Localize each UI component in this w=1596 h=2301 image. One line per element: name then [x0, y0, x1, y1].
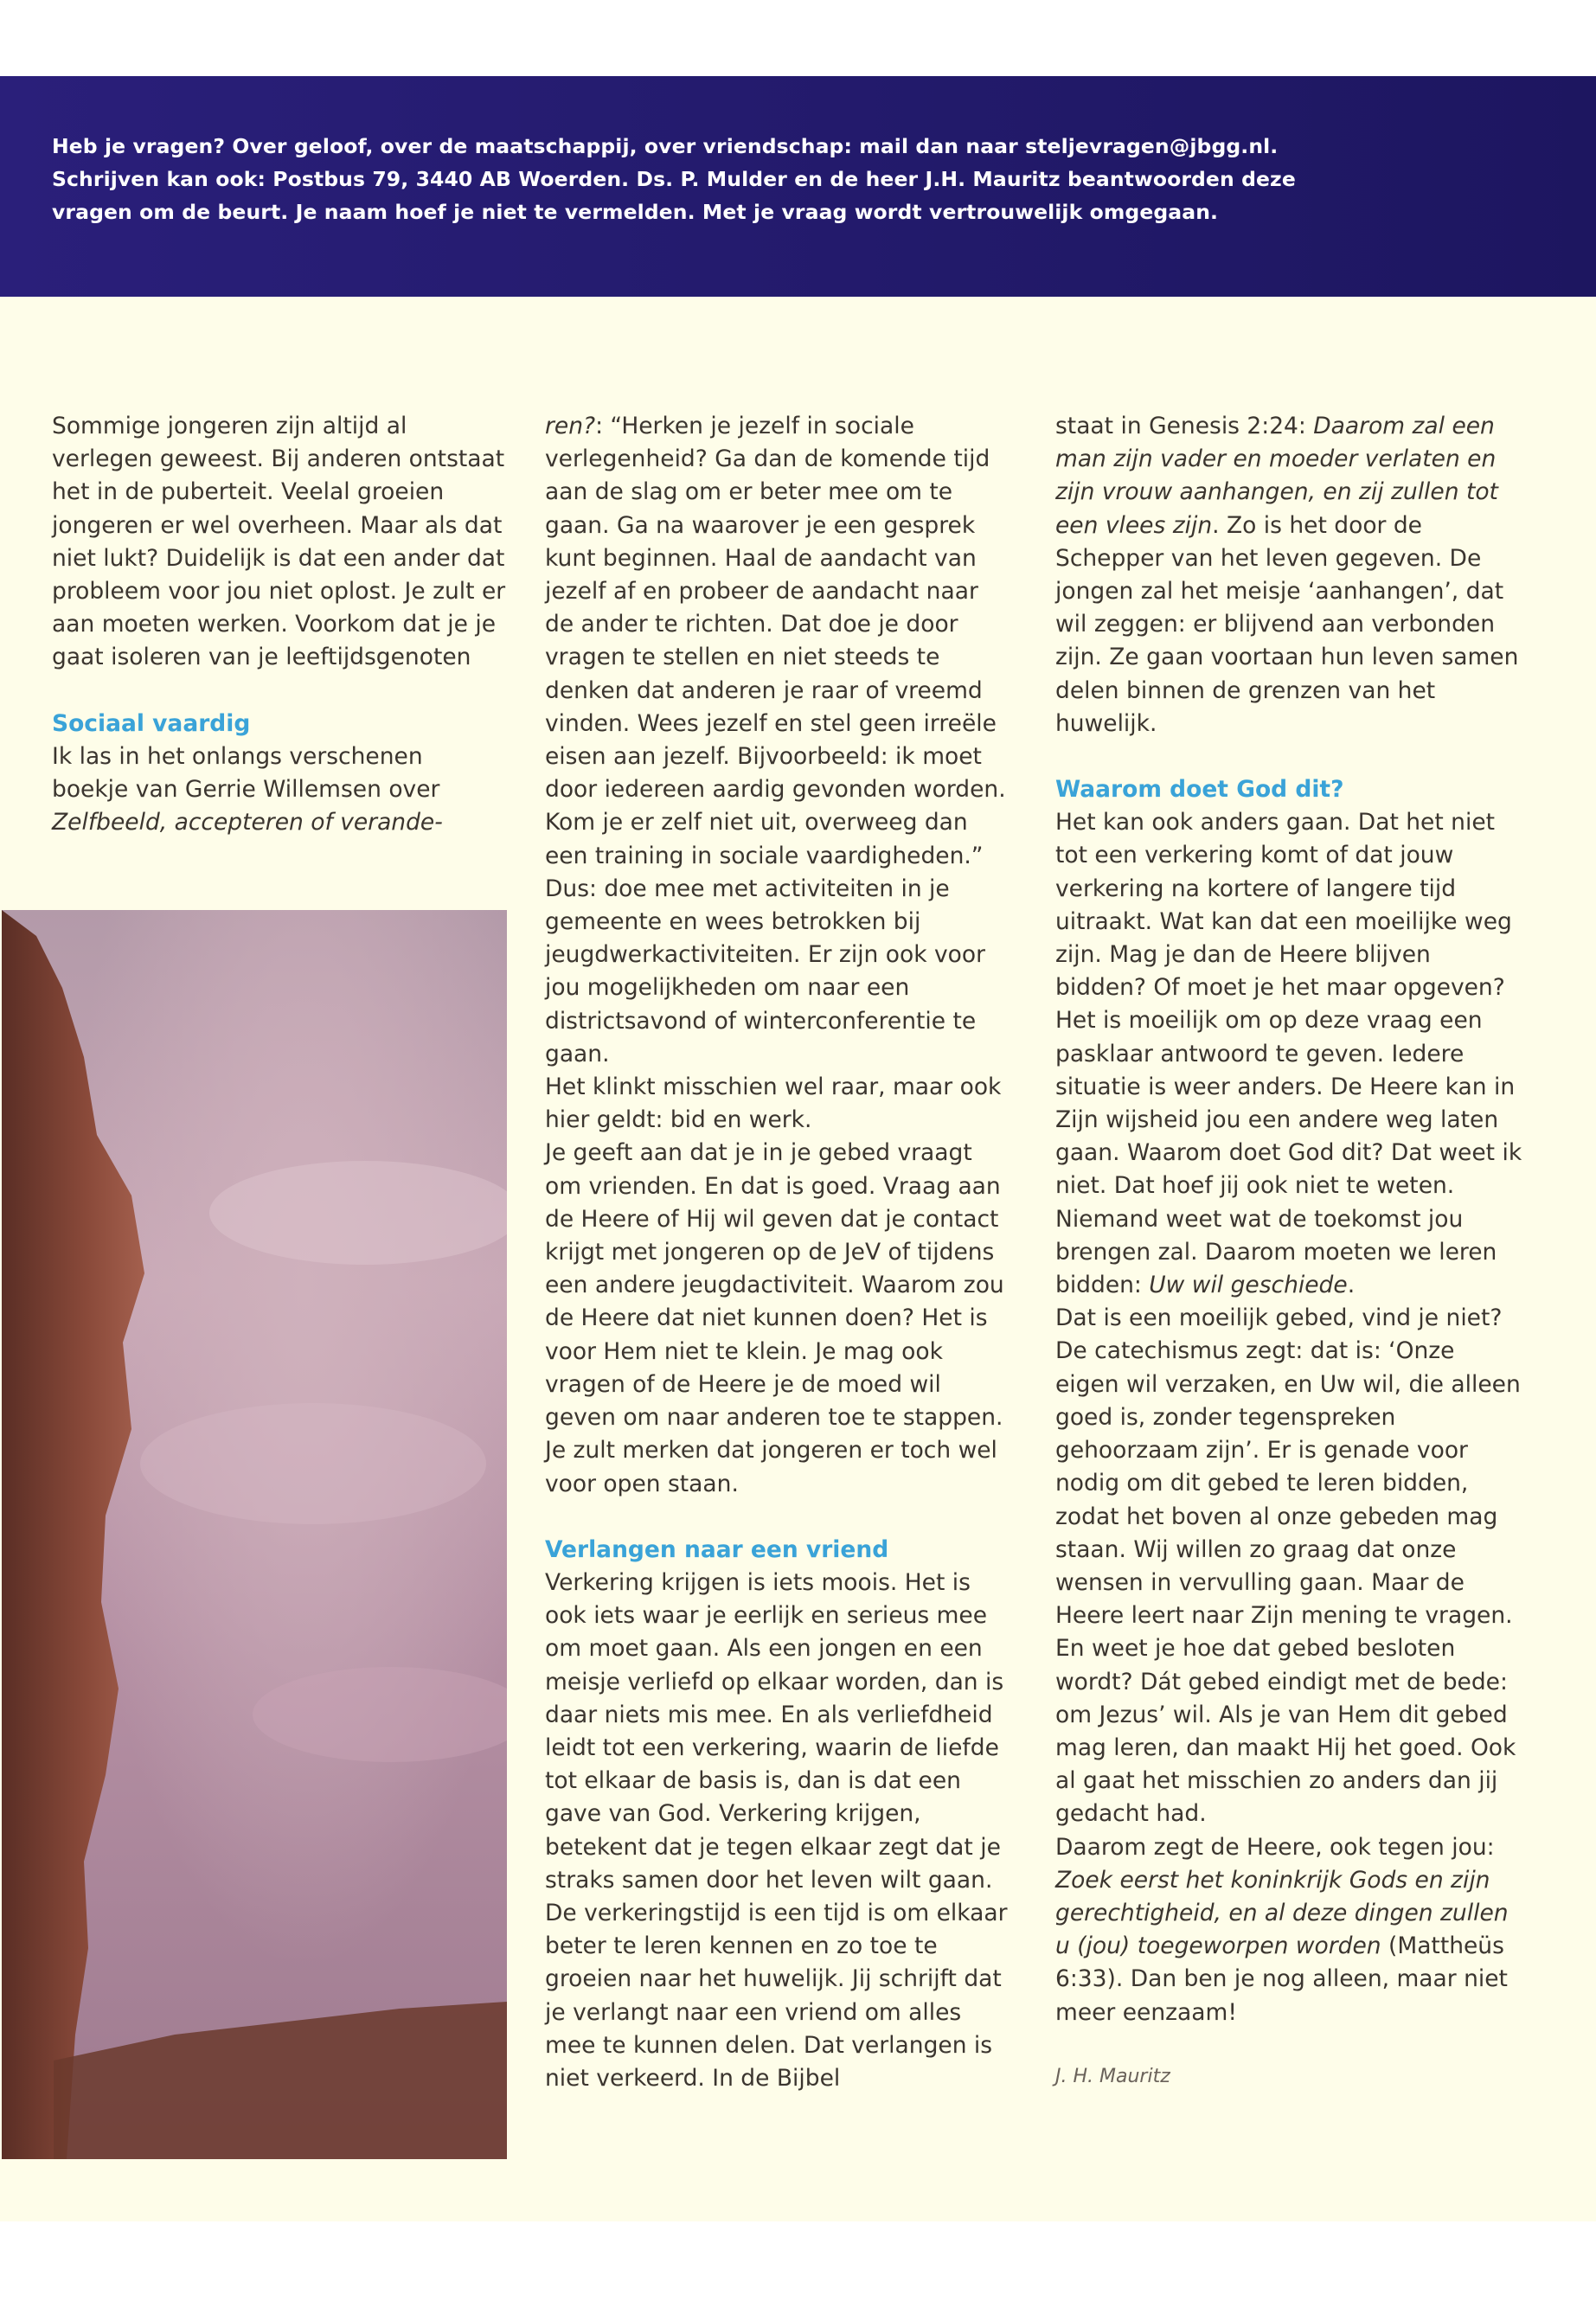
- heading-waarom: Waarom doet God dit?: [1055, 776, 1344, 804]
- column-3: [1055, 410, 1522, 2093]
- heading-sociaal-vaardig: Sociaal vaardig: [52, 709, 251, 737]
- col2-paragraph-4: Je geeft aan dat je in je gebed vraagt om vrienden. En dat is goed. Vraag aan de Heere of Hij wil geven dat je contact krijgt met jongeren op de JeV of tijdens een andere jeugdactiviteit. Waarom zou de Heere dat niet kunnen doen? Het is voor Hem niet te klein. Je mag ook vragen of de Heere je de moed wil geven om naar anderen toe te stappen. Je zult merken dat jongeren er toch wel voor open staan.: [545, 1139, 1004, 1497]
- column-2: [545, 410, 1008, 2095]
- photo-illustration: [2, 910, 507, 2159]
- col1-paragraph-2: [52, 740, 506, 840]
- col3-p1-intro: staat in Genesis 2:24:: [1055, 413, 1314, 439]
- col2-paragraph-2: Dus: doe mee met activiteiten in je gemeente en wees betrokken bij jeugdwerkactiviteiten. Er zijn ook voor jou mogelijkheden om naar een districtsavond of winterconferentie te gaan.: [545, 875, 985, 1067]
- author-signature: J. H. Mauritz: [1055, 2065, 1170, 2087]
- prayer-quote: Uw wil geschiede: [1149, 1272, 1348, 1299]
- col3-paragraph-2: [1055, 806, 1522, 1302]
- col3-p4-rest: (Mattheüs 6:33). Dan ben je nog alleen, maar niet meer eenzaam!: [1055, 1932, 1508, 2026]
- column-1: [52, 410, 506, 839]
- col3-p1-rest: . Zo is het door de Schepper van het leven gegeven. De jongen zal het meisje ‘aanhangen’, dat wil zeggen: er blijvend aan verbonden zijn. Ze gaan voortaan hun leven samen delen binnen de grenzen van het huwelijk.: [1055, 511, 1519, 737]
- book-title: Zelfbeeld, accepteren of verande-: [52, 809, 443, 836]
- col3-paragraph-1: [1055, 410, 1522, 740]
- col2-paragraph-1: [545, 410, 1008, 873]
- bible-quote-genesis: Daarom zal een man zijn vader en moeder verlaten en zijn vrouw aanhangen, en zij zullen tot een vlees zijn: [1055, 413, 1498, 539]
- bible-quote-matthew: Zoek eerst het koninkrijk Gods en zijn gerechtigheid, en al deze dingen zullen u (jou) toegeworpen worden: [1055, 1866, 1509, 1960]
- banner-line-3: vragen om de beurt. Je naam hoef je niet te vermelden. Met je vraag wordt vertrouwelijk omgegaan.: [52, 200, 1219, 224]
- banner-line-1: Heb je vragen? Over geloof, over de maatschappij, over vriendschap: mail dan naar steljevragen@jbgg.nl.: [52, 134, 1279, 158]
- col2-paragraph-3: Het klinkt misschien wel raar, maar ook hier geldt: bid en werk.: [545, 1074, 1002, 1134]
- col3-p2-text: Het kan ook anders gaan. Dat het niet tot een verkering komt of dat jouw verkering na kortere of langere tijd uitraakt. Wat kan dat een moeilijke weg zijn. Mag je dan de Heere blijven bidden? Of moet je het maar opgeven? Het is moeilijk om op deze vraag een pasklaar antwoord te geven. Iedere situatie is weer anders. De Heere kan in Zijn wijsheid jou een andere weg laten gaan. Waarom doet God dit? Dat weet ik niet. Dat hoef jij ook niet te weten. Niemand weet wat de toekomst jou brengen zal. Daarom moeten we leren bidden:: [1055, 809, 1522, 1299]
- heading-verlangen: Verlangen naar een vriend: [545, 1535, 889, 1563]
- sky-rock-photo: [2, 910, 507, 2159]
- book-title-end: ren?: [545, 413, 596, 439]
- col2-quote: : “Herken je jezelf in sociale verlegenheid? Ga dan de komende tijd aan de slag om er beter mee om te gaan. Ga na waarover je een gesprek kunt beginnen. Haal de aandacht van jezelf af en probeer de aandacht naar de ander te richten. Dat doe je door vragen te stellen en niet steeds te denken dat anderen je raar of vreemd vinden. Wees jezelf en stel geen irreële eisen aan jezelf. Bijvoorbeeld: ik moet door iedereen aardig gevonden worden. Kom je er zelf niet uit, overweeg dan een training in sociale vaardigheden.”: [545, 413, 1006, 869]
- col1-p2-text: Ik las in het onlangs verschenen boekje van Gerrie Willemsen over: [52, 742, 440, 804]
- col3-paragraph-3: Dat is een moeilijk gebed, vind je niet? De catechismus zegt: dat is: ‘Onze eigen wil verzaken, en Uw wil, die alleen goed is, zonder tegenspreken gehoorzaam zijn’. Er is genade voor nodig om dit gebed te leren bidden, zodat het boven al onze gebeden mag staan. Wij willen zo graag dat onze wensen in vervulling gaan. Maar de Heere leert naar Zijn mening te vragen. En weet je hoe dat gebed besloten wordt? Dát gebed eindigt met de bede: om Jezus’ wil. Als je van Hem dit gebed mag leren, dan maakt Hij het goed. Ook al gaat het misschien zo anders dan jij gedacht had.: [1055, 1304, 1521, 1828]
- contact-banner: [0, 76, 1596, 297]
- col3-paragraph-4: [1055, 1831, 1522, 2029]
- banner-line-2: Schrijven kan ook: Postbus 79, 3440 AB Woerden. Ds. P. Mulder en de heer J.H. Mauritz beantwoorden deze: [52, 167, 1296, 191]
- col1-paragraph-1: Sommige jongeren zijn altijd al verlegen geweest. Bij anderen ontstaat het in de puberteit. Veelal groeien jongeren er wel overheen. Maar als dat niet lukt? Duidelijk is dat een ander dat probleem voor jou niet oplost. Je zult er aan moeten werken. Voorkom dat je je gaat isoleren van je leeftijdsgenoten: [52, 413, 506, 671]
- col3-p4-intro: Daarom zegt de Heere, ook tegen jou:: [1055, 1833, 1495, 1861]
- col3-p2-end: .: [1347, 1272, 1356, 1299]
- col2-paragraph-5: Verkering krijgen is iets moois. Het is ook iets waar je eerlijk en serieus mee om moet gaan. Als een jongen en een meisje verliefd op elkaar worden, dan is daar niets mis mee. En als verliefdheid leidt tot een verkering, waarin de liefde tot elkaar de basis is, dan is dat een gave van God. Verkering krijgen, betekent dat je tegen elkaar zegt dat je straks samen door het leven wilt gaan. De verkeringstijd is een tijd is om elkaar beter te leren kennen en zo toe te groeien naar het huwelijk. Jij schrijft dat je verlangt naar een vriend om alles mee te kunnen delen. Dat verlangen is niet verkeerd. In de Bijbel: [545, 1568, 1008, 2092]
